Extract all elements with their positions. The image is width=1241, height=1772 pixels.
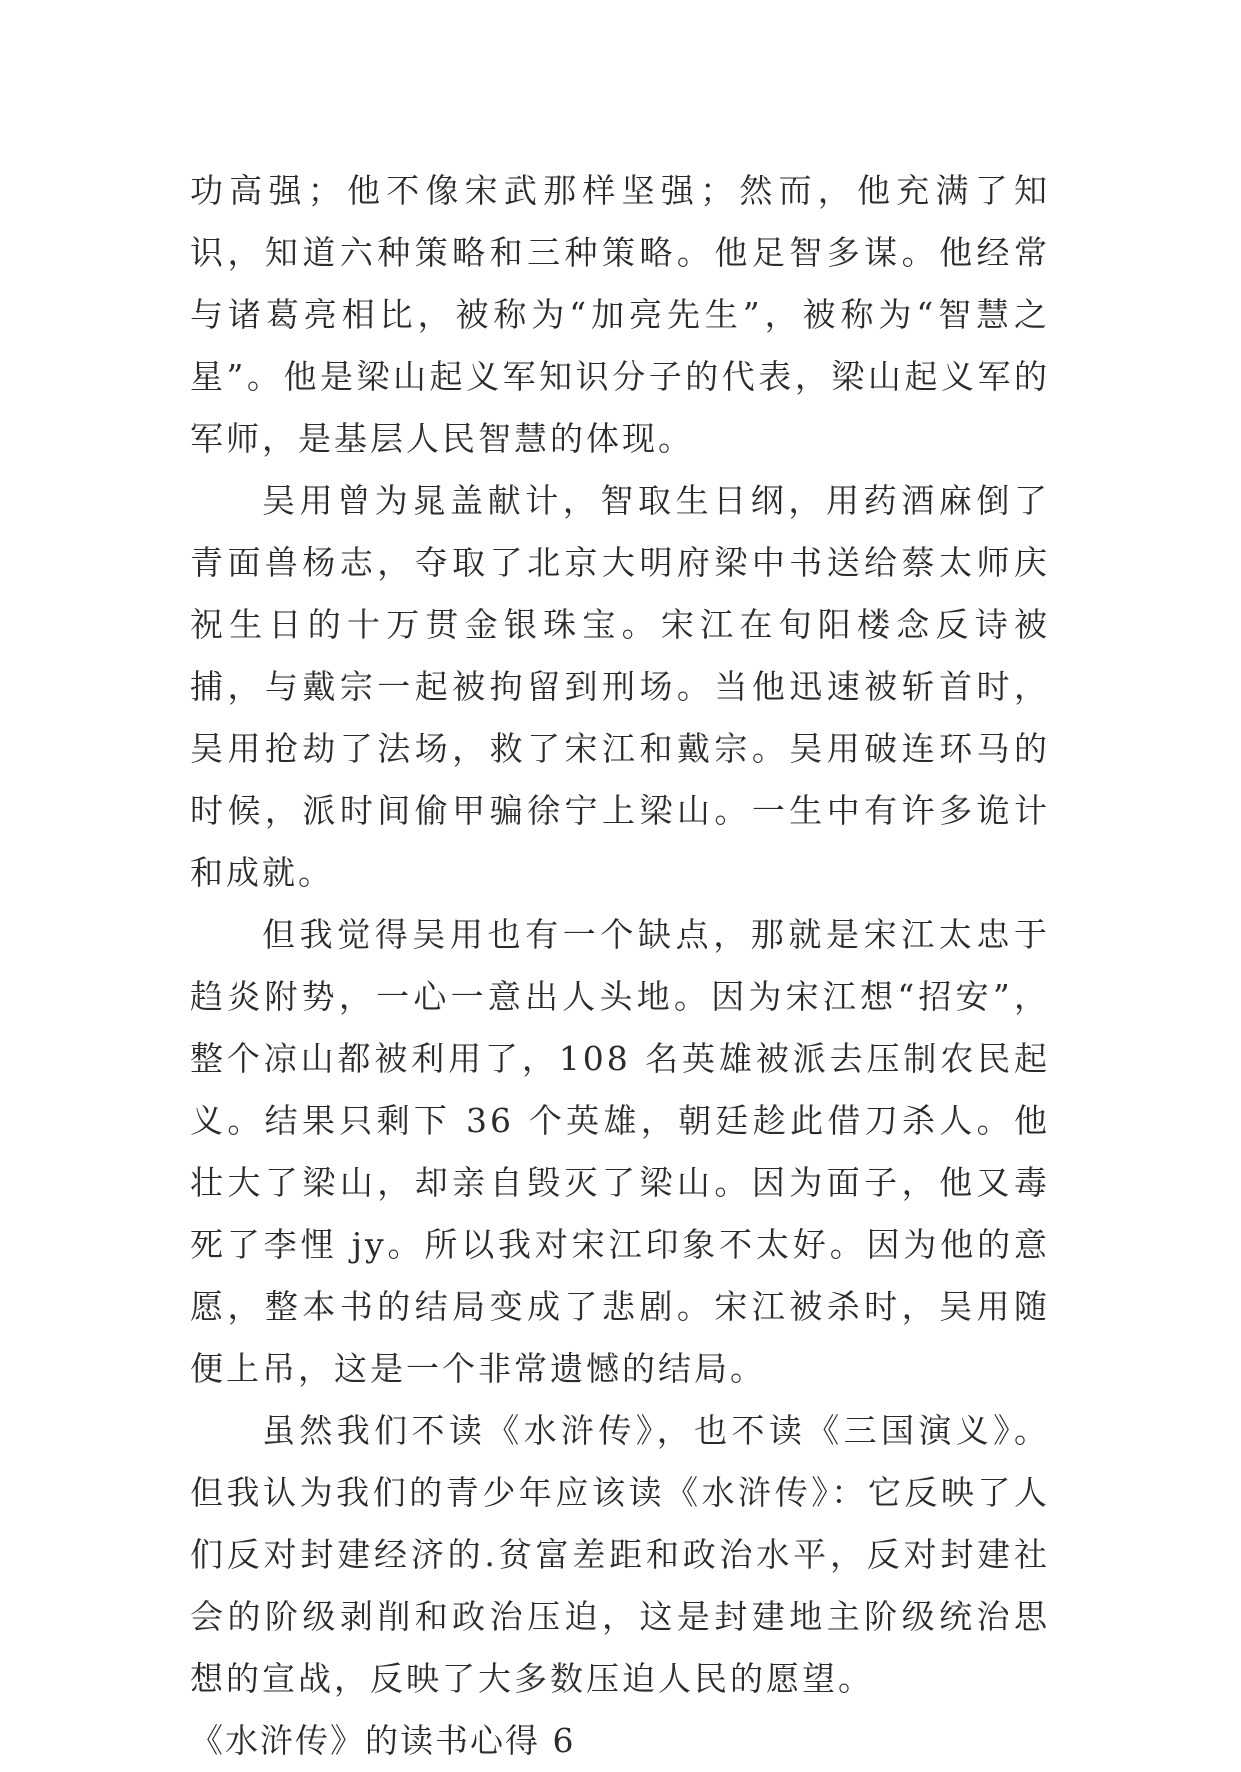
paragraph-continued: 功高强；他不像宋武那样坚强；然而，他充满了知识，知道六种策略和三种策略。他足智多谋。他经常与诸葛亮相比，被称为“加亮先生”，被称为“智慧之星”。他是梁山起义军知识分子的代表，梁山起义军的军师，是基层人民智慧的体现。 [190, 171, 1050, 458]
document-body [190, 160, 1050, 1772]
paragraph-why-read: 虽然我们不读《水浒传》，也不读《三国演义》。但我认为我们的青少年应该读《水浒传》：它反映了人们反对封建经济的.贫富差距和政治水平，反对封建社会的阶级剥削和政治压迫，这是封建地主阶级统治思想的宣战，反映了大多数压迫人民的愿望。 [190, 1411, 1050, 1698]
section-heading: 《水浒传》的读书心得 6 [190, 1721, 576, 1760]
paragraph-wu-yong-plans: 吴用曾为晁盖献计，智取生日纲，用药酒麻倒了青面兽杨志，夺取了北京大明府梁中书送给蔡太师庆祝生日的十万贯金银珠宝。宋江在旬阳楼念反诗被捕，与戴宗一起被拘留到刑场。当他迅速被斩首时，吴用抢劫了法场，救了宋江和戴宗。吴用破连环马的时候，派时间偷甲骗徐宁上梁山。一生中有许多诡计和成就。 [190, 481, 1050, 892]
paragraph-wu-yong-flaw: 但我觉得吴用也有一个缺点，那就是宋江太忠于趋炎附势，一心一意出人头地。因为宋江想“招安”，整个凉山都被利用了，108 名英雄被派去压制农民起义。结果只剩下 36 个英雄，朝廷趁此借刀杀人。他壮大了梁山，却亲自毁灭了梁山。因为面子，他又毒死了李悝 jy。所以我对宋江印象不太好。因为他的意愿，整本书的结局变成了悲剧。宋江被杀时，吴用随便上吊，这是一个非常遗憾的结局。 [190, 915, 1050, 1388]
